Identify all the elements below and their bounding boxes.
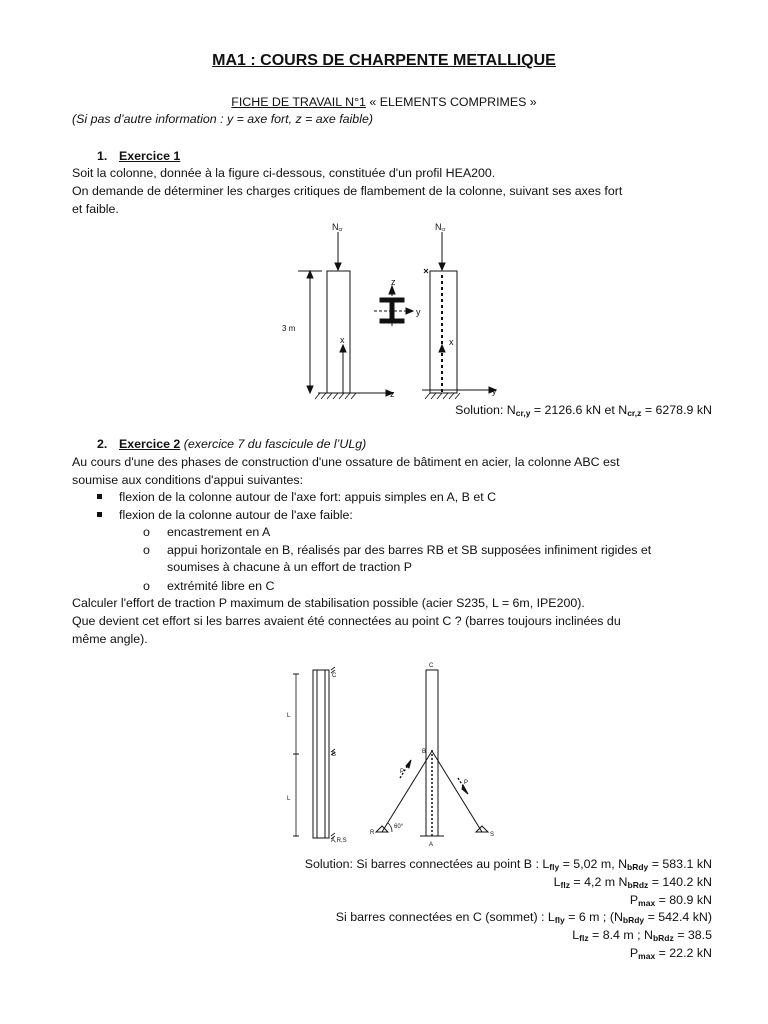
ex2-bullet2: flexion de la colonne autour de l'axe faible: <box>119 508 353 522</box>
height-label: 3 m <box>282 324 296 333</box>
ex2-solution-line4: Si barres connectées en C (sommet) : $L_{fly} = 6$ m ; ($N_{bRdy} = 542.4$ kN) <box>335 910 712 925</box>
ex2-text-line3: Calculer l'effort de traction P maximum de stabilisation possible (acier S235, L = 6m, IPE200). <box>72 596 585 610</box>
label-s: S <box>490 832 495 838</box>
ex2-sub1: encastrement en A <box>167 525 271 539</box>
section-axis-y: y <box>416 307 421 317</box>
label-angle: 60° <box>394 824 404 830</box>
ex2-solution-line3: $P_{max} = 80.9$ kN <box>629 893 712 908</box>
worksheet-number: FICHE DE TRAVAIL N°1 <box>231 95 366 109</box>
label-c-left: C <box>332 673 337 679</box>
label-b-left: B <box>332 752 337 758</box>
bar-sb <box>432 751 482 832</box>
ex1-text-line3: et faible. <box>72 202 119 216</box>
label-a: A <box>429 842 434 848</box>
ex2-text-line5: même angle). <box>72 632 148 646</box>
ex1-text-line2: On demande de déterminer les charges critiques de flambement de la colonne, suivant ses axes fort <box>72 184 623 198</box>
axis-z-left: z <box>390 389 395 399</box>
worksheet-topic: « ELEMENTS COMPRIMES » <box>365 95 537 109</box>
ncr-label-left: Ncr <box>332 222 343 233</box>
column-right <box>430 271 457 393</box>
bullet-square <box>97 494 102 499</box>
ex2-solution-line1: Solution: Si barres connectées au point B : $L_{fly} = 5,02$ m, $N_{bRdy} = 583.1$ kN <box>304 857 712 872</box>
column-left <box>327 271 350 393</box>
ex2-text-line2: soumise aux conditions d'appui suivantes: <box>72 473 304 487</box>
worksheet-title <box>0 94 768 111</box>
label-l-upper: L <box>287 713 291 719</box>
sub-bullet-mark: o <box>143 579 150 593</box>
ex2-text-line4: Que devient cet effort si les barres avaient été connectées au point C ? (barres toujours inclinées du <box>72 614 621 628</box>
ex1-solution: Solution: $N_{cr,y} = 2126.6$ kN et $N_{cr,z} = 6278.9$ kN <box>455 403 712 418</box>
label-p-left: P <box>400 769 405 775</box>
ex1-text-line1: Soit la colonne, donnée à la figure ci-dessous, constituée d'un profil HEA200. <box>72 166 496 180</box>
ex2-solution-line5: $L_{flz} = 8.4$ m ; $N_{bRdz} = 38.5$ <box>572 928 712 943</box>
bar-rb <box>382 751 432 832</box>
label-r: R <box>370 830 375 836</box>
label-b-right: B <box>422 749 427 755</box>
ex2-text-line1: Au cours d'une des phases de construction d'une ossature de bâtiment en acier, la colonne ABC est <box>72 455 620 469</box>
axis-x-right: x <box>449 337 454 347</box>
label-c-right: C <box>429 663 434 669</box>
axis-note: (Si pas d’autre information : y = axe fort, z = axe faible) <box>72 112 373 126</box>
ex2-sub2b: soumises à chacune à un effort de traction P <box>167 560 412 574</box>
ex2-solution-line2: $L_{flz} = 4,2$ m $N_{bRdz} = 140.2$ kN <box>553 875 712 890</box>
ex1-number: 1. <box>97 149 108 163</box>
ex2-bullet1: flexion de la colonne autour de l'axe fort: appuis simples en A, B et C <box>119 490 497 504</box>
ex2-figure <box>276 660 506 850</box>
label-p-right: P <box>464 780 469 786</box>
ncr-label-right: Ncr <box>435 222 446 233</box>
label-l-lower: L <box>287 796 291 802</box>
ex2-heading-note: (exercice 7 du fascicule de l’ULg) <box>180 437 367 451</box>
ex2-sub3: extrémité libre en C <box>167 579 275 593</box>
page-title: MA1 : COURS DE CHARPENTE METALLIQUE <box>212 52 556 69</box>
section-symbol <box>374 286 413 328</box>
axis-x-left: x <box>340 335 345 345</box>
ex2-solution-line6: $P_{max} = 22.2$ kN <box>629 946 712 961</box>
bullet-square <box>97 512 102 517</box>
column-abc-side <box>313 670 329 838</box>
ex2-heading-line <box>119 436 366 453</box>
axis-y-right: y <box>492 386 497 396</box>
sub-bullet-mark: o <box>143 543 150 557</box>
ex1-heading: Exercice 1 <box>119 149 181 163</box>
ex2-heading: Exercice 2 <box>119 437 181 451</box>
sub-bullet-mark: o <box>143 525 150 539</box>
ex2-number: 2. <box>97 437 108 451</box>
section-axis-z: z <box>391 277 396 287</box>
ex1-figure <box>270 218 510 408</box>
ex2-sub2a: appui horizontale en B, réalisés par des barres RB et SB supposées infiniment rigides et <box>167 543 652 557</box>
label-ars: A,R,S <box>331 838 347 844</box>
